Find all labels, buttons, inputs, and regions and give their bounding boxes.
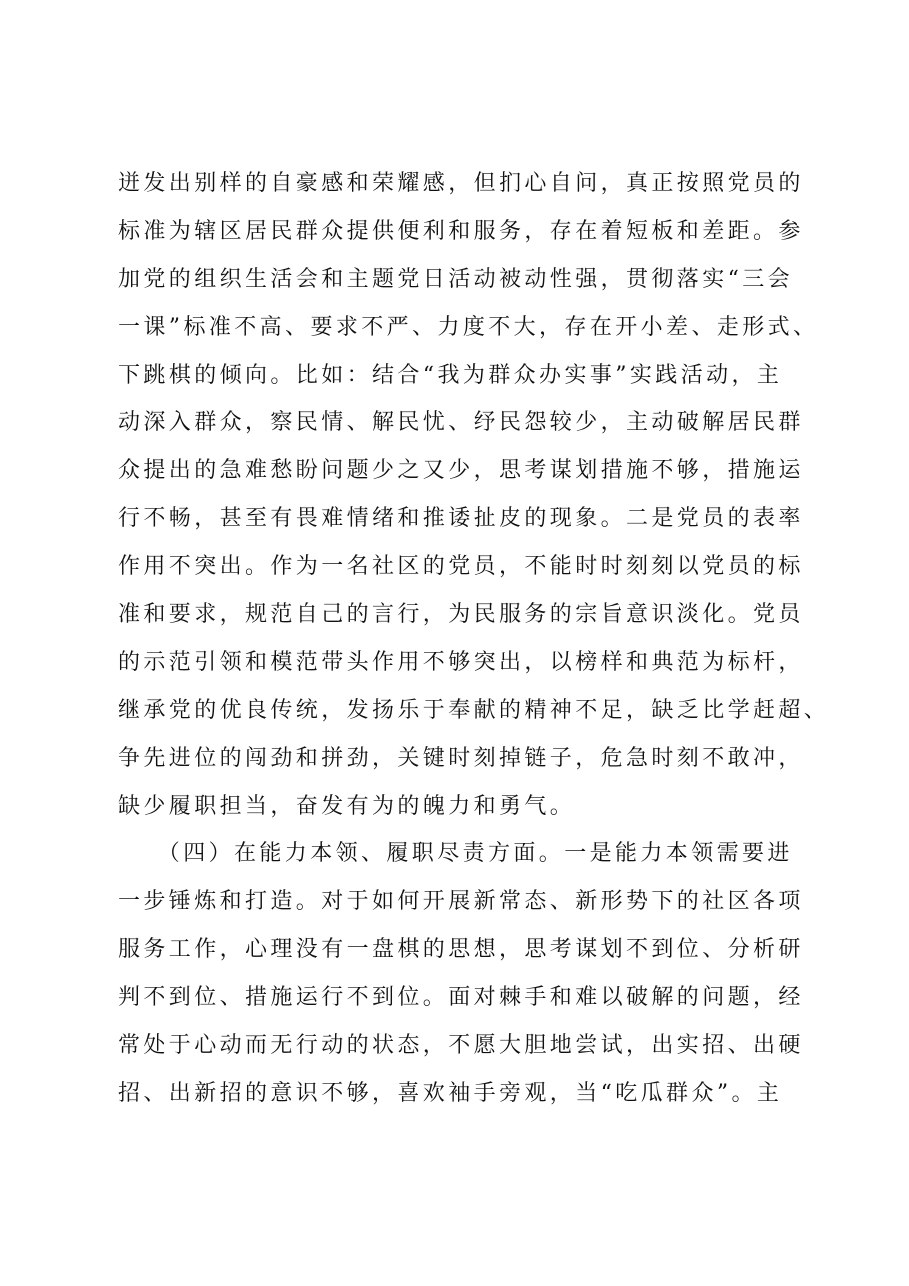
text-line-1: 迸发出别样的自豪感和荣耀感，但扪心自问，真正按照党员的: [118, 171, 804, 196]
body-text: [118, 160, 830, 1118]
text-line-16: 一步锤炼和打造。对于如何开展新常态、新形势下的社区各项: [118, 889, 804, 915]
text-line-17: 服务工作，心理没有一盘棋的思想，思考谋划不到位、分析研: [118, 937, 804, 963]
text-line-12: 继承党的优良传统，发扬乐于奉献的精神不足，缺乏比学赶超、: [118, 697, 830, 723]
text-line-9: 作用不突出。作为一名社区的党员，不能时时刻刻以党员的标: [118, 554, 804, 580]
text-line-8: 行不畅，甚至有畏难情绪和推诿扯皮的现象。二是党员的表率: [118, 506, 804, 532]
text-line-7: 众提出的急难愁盼问题少之又少，思考谋划措施不够，措施运: [118, 458, 804, 484]
text-line-14: 缺少履职担当，奋发有为的魄力和勇气。: [118, 793, 576, 819]
text-line-10: 准和要求，规范自己的言行，为民服务的宗旨意识淡化。党员: [118, 602, 804, 628]
text-line-5: 下跳棋的倾向。比如：结合“我为群众办实事”实践活动，主: [118, 362, 783, 388]
text-line-3: 加党的组织生活会和主题党日活动被动性强，贯彻落实“三会: [118, 266, 794, 292]
text-line-11: 的示范引领和模范带头作用不够突出，以榜样和典范为标杆，: [118, 649, 804, 675]
text-line-6: 动深入群众，察民情、解民忧、纾民怨较少，主动破解居民群: [118, 410, 804, 436]
text-line-18: 判不到位、措施运行不到位。面对棘手和难以破解的问题，经: [118, 985, 804, 1011]
text-line-20: 招、出新招的意识不够，喜欢袖手旁观，当“吃瓜群众”。主: [118, 1080, 783, 1106]
text-line-15: （四）在能力本领、履职尽责方面。一是能力本领需要进: [118, 841, 793, 867]
text-line-19: 常处于心动而无行动的状态，不愿大胆地尝试，出实招、出硬: [118, 1033, 804, 1059]
text-line-2: 标准为辖区居民群众提供便利和服务，存在着短板和差距。参: [118, 218, 804, 244]
text-line-4: 一课”标准不高、要求不严、力度不大，存在开小差、走形式、: [118, 314, 819, 340]
text-line-13: 争先进位的闯劲和拼劲，关键时刻掉链子，危急时刻不敢冲，: [118, 745, 804, 771]
